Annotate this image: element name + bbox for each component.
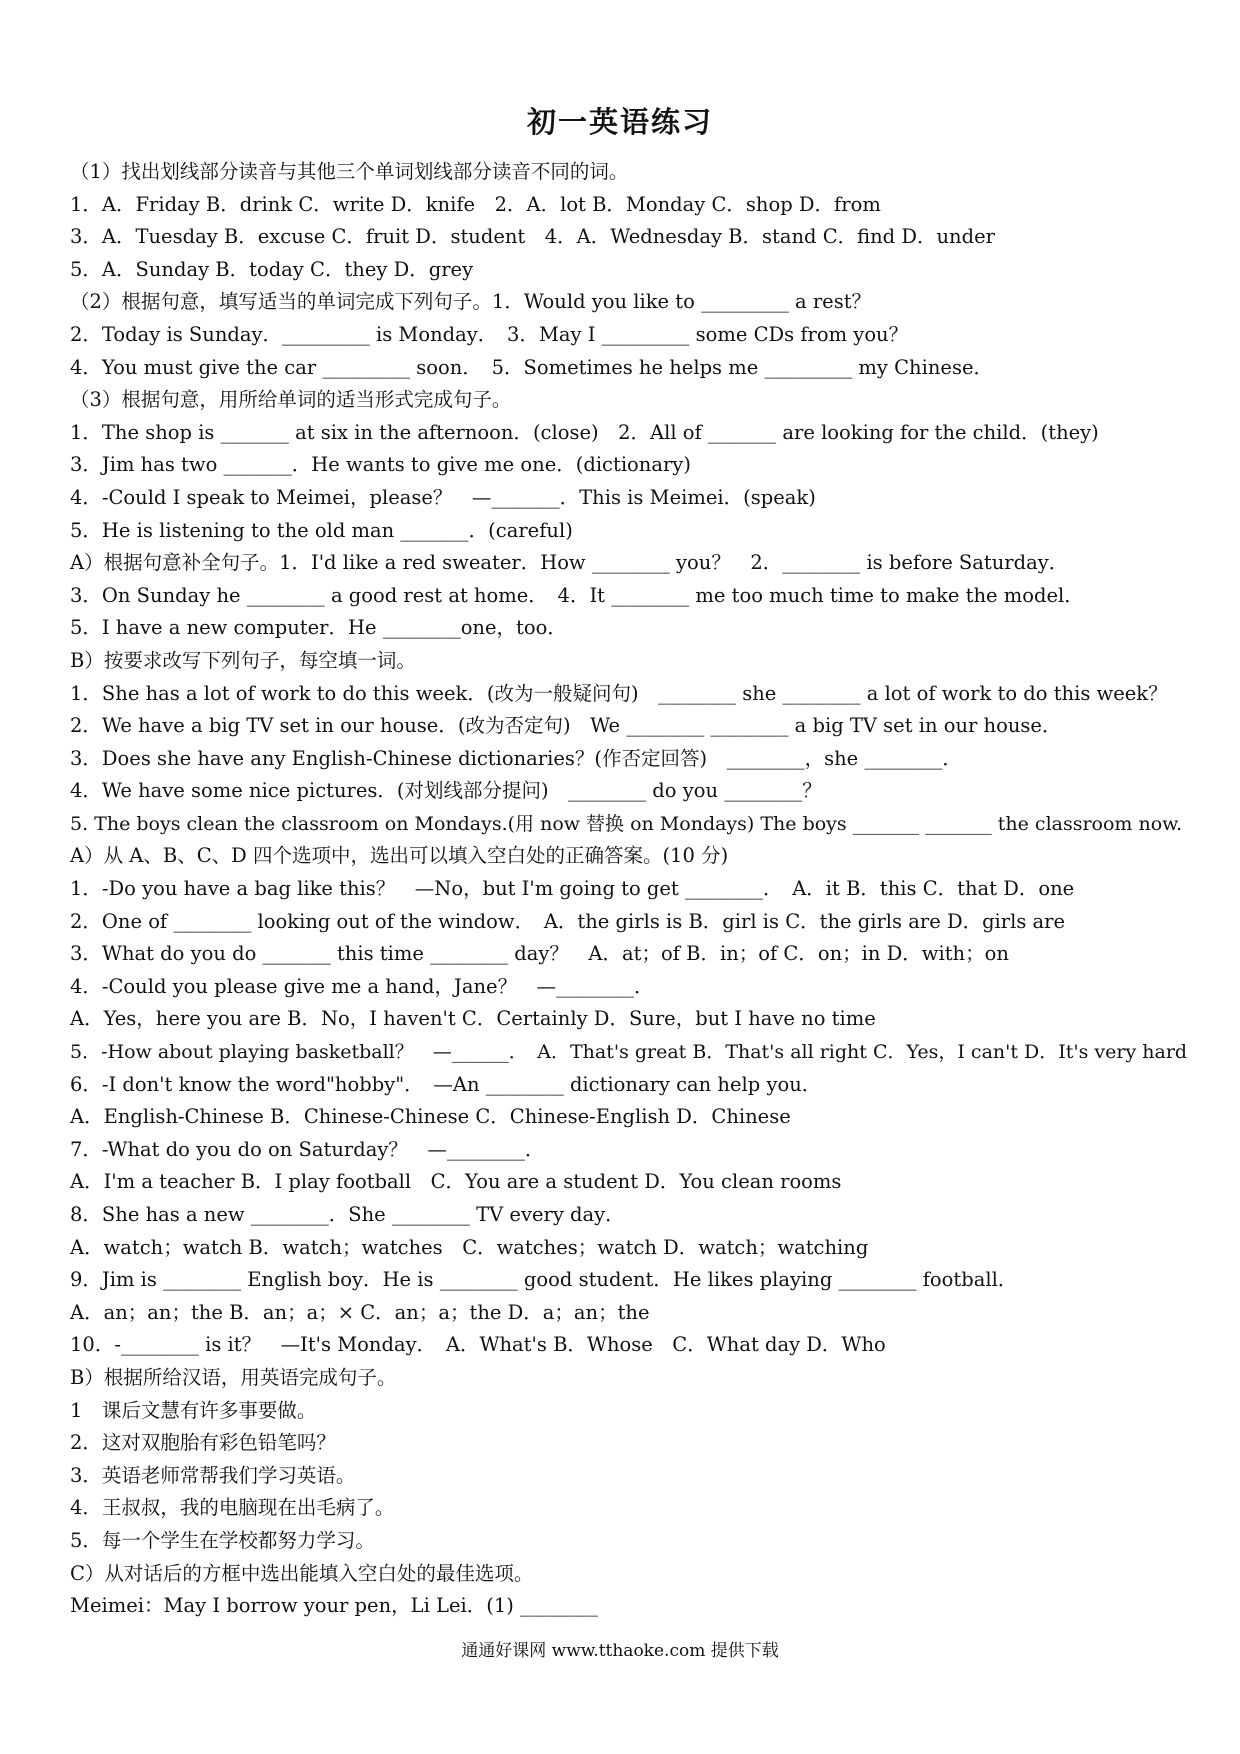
text-line: 4．You must give the car _________ soon． 5．Sometimes he helps me _________ my Chinese． bbox=[70, 355, 994, 379]
text-line: C）从对话后的方框中选出能填入空白处的最佳选项。 bbox=[70, 1561, 534, 1585]
text-line: 9．Jim is ________ English boy．He is ________ good student．He likes playing ________ football． bbox=[70, 1268, 1018, 1292]
text-line: 5．每一个学生在学校都努力学习。 bbox=[70, 1528, 375, 1552]
text-line: 5．A．Sunday B．today C．they D．grey bbox=[70, 257, 474, 281]
text-line: 1．The shop is _______ at six in the afternoon．(close) 2．All of _______ are looking for the child．(they) bbox=[70, 420, 1099, 444]
text-line: B）根据所给汉语，用英语完成句子。 bbox=[70, 1365, 397, 1389]
text-line: 2．这对双胞胎有彩色铅笔吗？ bbox=[70, 1431, 336, 1455]
text-line: 4．王叔叔，我的电脑现在出毛病了。 bbox=[70, 1496, 395, 1520]
text-line: Meimei：May I borrow your pen，Li Lei．(1) ________ bbox=[70, 1594, 599, 1618]
text-line: 3．On Sunday he ________ a good rest at home． 4．It ________ me too much time to make the model． bbox=[70, 583, 1084, 607]
text-line: 3．What do you do _______ this time ________ day？ A．at；of B．in；of C．on；in D．with；on bbox=[70, 942, 1009, 966]
text-line: 7．-What do you do on Saturday？ —________． bbox=[70, 1137, 545, 1161]
text-line: A）根据句意补全句子。1．I'd like a red sweater．How ________ you？ 2．________ is before Saturday． bbox=[70, 551, 1069, 575]
text-line: 1 课后文慧有许多事要做。 bbox=[70, 1398, 317, 1422]
text-line: A）从 A、B、C、D 四个选项中，选出可以填入空白处的正确答案。(10 分) bbox=[70, 844, 729, 868]
text-line: A．English-Chinese B．Chinese-Chinese C．Chinese-English D．Chinese bbox=[70, 1105, 791, 1129]
text-line: 1．A．Friday B．drink C．write D．knife 2．A．lot B．Monday C．shop D．from bbox=[70, 192, 881, 216]
text-line: A．an；an；the B．an；a；× C．an；a；the D．a；an；the bbox=[70, 1300, 650, 1324]
text-line: B）按要求改写下列句子，每空填一词。 bbox=[70, 648, 416, 672]
text-line: 2．Today is Sunday．_________ is Monday． 3．May I _________ some CDs from you？ bbox=[70, 322, 909, 346]
text-line: A．I'm a teacher B．I play football C．You are a student D．You clean rooms bbox=[70, 1170, 842, 1194]
text-line: 3．Jim has two _______．He wants to give me one．(dictionary) bbox=[70, 453, 691, 477]
page-title: 初一英语练习 bbox=[526, 105, 713, 139]
text-line: （1）找出划线部分读音与其他三个单词划线部分读音不同的词。 bbox=[70, 160, 629, 183]
text-line: 5．-How about playing basketball？ —______． A．That's great B．That's all right C．Yes，I can't D．It's very hard bbox=[70, 1041, 1188, 1064]
text-line: 5．He is listening to the old man _______．(careful) bbox=[70, 518, 573, 542]
text-line: （2）根据句意，填写适当的单词完成下列句子。1．Would you like to _________ a rest？ bbox=[70, 290, 872, 314]
text-line: 3．A．Tuesday B．excuse C．fruit D．student 4．A．Wednesday B．stand C．find D．under bbox=[70, 225, 995, 249]
text-line: 4．We have some nice pictures．(对划线部分提问) ________ do you ________？ bbox=[70, 779, 822, 803]
text-line: 6．-I don't know the word"hobby"． —An ________ dictionary can help you． bbox=[70, 1072, 822, 1096]
text-line: （3）根据句意，用所给单词的适当形式完成句子。 bbox=[70, 388, 512, 412]
text-line: 1．-Do you have a bag like this？ —No，but I'm going to get ________． A．it B．this C．that D．one bbox=[70, 877, 1075, 901]
text-line: A．Yes，here you are B．No，I haven't C．Certainly D．Sure，but I have no time bbox=[70, 1007, 876, 1031]
text-line: A．watch；watch B．watch；watches C．watches；watch D．watch；watching bbox=[70, 1235, 869, 1259]
page-footer: 通通好课网 www.tthaoke.com 提供下载 bbox=[461, 1641, 779, 1661]
text-line: 4．-Could you please give me a hand，Jane？ —________． bbox=[70, 974, 654, 998]
text-line: 1．She has a lot of work to do this week．(改为一般疑问句) ________ she ________ a lot of work to do this week？ bbox=[70, 681, 1168, 705]
text-line: 4．-Could I speak to Meimei，please？ —_______．This is Meimei．(speak) bbox=[70, 485, 816, 509]
text-line: 3．英语老师常帮我们学习英语。 bbox=[70, 1463, 356, 1487]
text-line: 3．Does she have any English-Chinese dictionaries？(作否定回答) ________，she ________． bbox=[70, 746, 962, 770]
text-line: 8．She has a new ________．She ________ TV every day． bbox=[70, 1203, 625, 1226]
text-line: 10．-________ is it？ —It's Monday． A．What's B．Whose C．What day D．Who bbox=[70, 1333, 886, 1357]
text-line: 5．I have a new computer．He ________one，too． bbox=[70, 616, 567, 640]
text-line: 2．We have a big TV set in our house．(改为否定句) We ________ ________ a big TV set in our house． bbox=[70, 714, 1062, 738]
text-line: 5. The boys clean the classroom on Mondays.(用 now 替换 on Mondays) The boys _______ _______ the classroom now. bbox=[70, 812, 1183, 835]
text-line: 2．One of ________ looking out of the window． A．the girls is B．girl is C．the girls are D．girls are bbox=[70, 909, 1066, 933]
exercise-body bbox=[70, 156, 1190, 1623]
